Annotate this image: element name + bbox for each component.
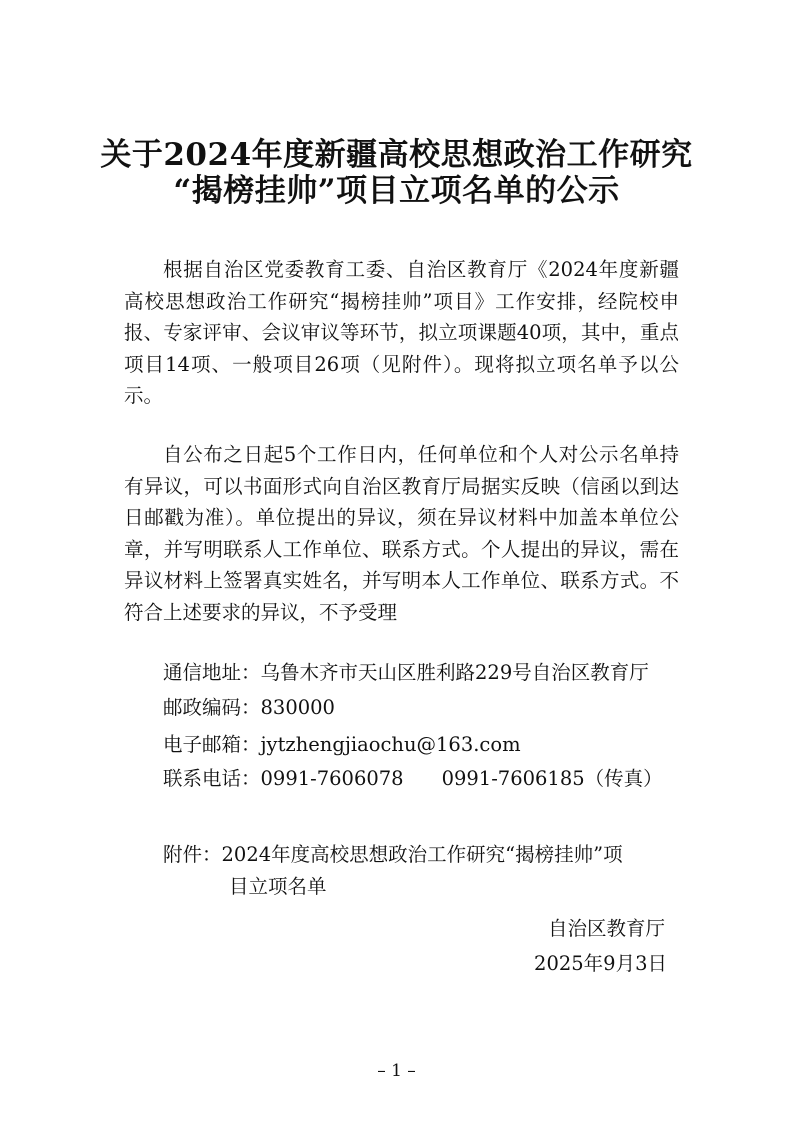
postcode-label: 邮政编码： bbox=[163, 696, 261, 719]
address-label: 通信地址： bbox=[163, 661, 261, 684]
attachment-line-1: 附件：2024年度高校思想政治工作研究“揭榜挂帅”项 bbox=[163, 843, 623, 866]
page-number: – 1 – bbox=[377, 1061, 416, 1081]
paragraph-2 bbox=[124, 439, 679, 628]
signature-organization: 自治区教育厅 bbox=[547, 917, 665, 940]
title-line-1: 关于2024年度新疆高校思想政治工作研究 bbox=[100, 137, 693, 173]
contact-phone bbox=[163, 763, 663, 795]
email-label: 电子邮箱： bbox=[163, 733, 261, 756]
contact-address bbox=[163, 657, 649, 689]
contact-postcode bbox=[163, 692, 335, 724]
attachment-line-2: 目立项名单 bbox=[229, 875, 327, 898]
attachment-note bbox=[163, 839, 683, 903]
paragraph-1-text: 根据自治区党委教育工委、自治区教育厅《2024年度新疆高校思想政治工作研究“揭榜挂帅”项目》工作安排，经院校申报、专家评审、会议审议等环节，拟立项课题40项，其中，重点项目14项、一般项目26项（见附件）。现将拟立项名单予以公示。 bbox=[124, 258, 679, 407]
address-value: 乌鲁木齐市天山区胜利路229号自治区教育厅 bbox=[260, 661, 649, 684]
phone-label: 联系电话： bbox=[163, 767, 261, 790]
title-line-2: “揭榜挂帅”项目立项名单的公示 bbox=[173, 173, 620, 209]
paragraph-1 bbox=[124, 254, 679, 412]
fax-value: 0991-7606185（传真） bbox=[441, 767, 663, 790]
postcode-value: 830000 bbox=[260, 696, 335, 719]
contact-email bbox=[163, 729, 521, 761]
phone-value: 0991-7606078 bbox=[260, 767, 404, 790]
paragraph-2-text: 自公布之日起5个工作日内，任何单位和个人对公示名单持有异议，可以书面形式向自治区教育厅局据实反映（信函以到达日邮戳为准）。单位提出的异议，须在异议材料中加盖本单位公章，并写明联系人工作单位、联系方式。个人提出的异议，需在异议材料上签署真实姓名，并写明本人工作单位、联系方式。不符合上述要求的异议，不予受理 bbox=[124, 443, 679, 624]
email-value[interactable]: jytzhengjiaochu@163.com bbox=[260, 733, 521, 756]
signature-date: 2025年9月3日 bbox=[534, 952, 667, 975]
